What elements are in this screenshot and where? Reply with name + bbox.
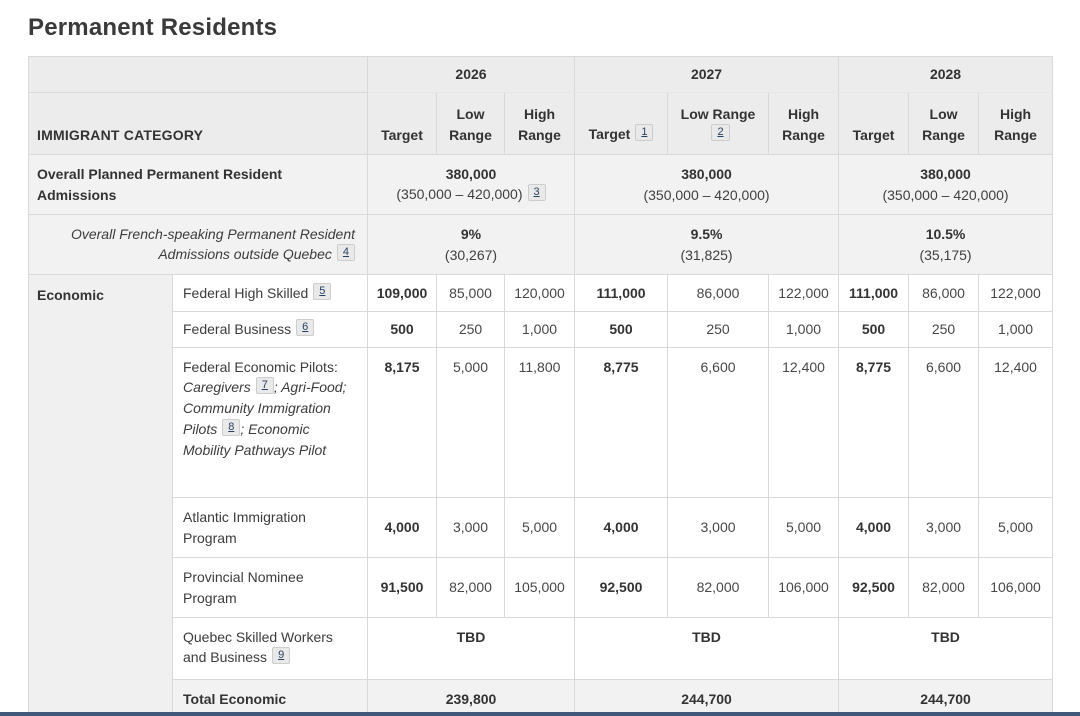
- bottom-divider-bar: [0, 712, 1080, 716]
- fb-2026-low: 250: [437, 312, 505, 348]
- footnote-8-link[interactable]: 8: [222, 419, 240, 436]
- overall-2026-range: [376, 184, 566, 205]
- fb-2028-target: 500: [839, 312, 909, 348]
- col-header-2026-target: [368, 93, 437, 155]
- year-header-2028: 2028: [839, 57, 1053, 93]
- aip-2026-high: 5,000: [505, 498, 575, 558]
- fhs-2027-high: 122,000: [769, 275, 839, 312]
- col-header-2026-low: [437, 93, 505, 155]
- fep-2026-target: 8,175: [368, 348, 437, 498]
- fb-2026-target: 500: [368, 312, 437, 348]
- french-2026-pct: 9%: [460, 226, 482, 243]
- overall-2028-target: 380,000: [920, 166, 971, 183]
- fep-2027-low: 6,600: [668, 348, 769, 498]
- total-2028: 244,700: [839, 680, 1053, 716]
- aip-2027-low: 3,000: [668, 498, 769, 558]
- col-header-label: Target: [381, 126, 423, 143]
- federal-business-row: [29, 312, 1053, 348]
- fhs-2026-low: 85,000: [437, 275, 505, 312]
- fep-2027-target: 8,775: [575, 348, 668, 498]
- federal-high-skilled-label: Federal High Skilled: [183, 284, 309, 301]
- col-header-2028-high: [979, 93, 1053, 155]
- french-2028-cell: [839, 215, 1053, 275]
- fb-2028-high: 1,000: [979, 312, 1053, 348]
- col-header-label: High Range: [518, 106, 561, 143]
- overall-admissions-label: Overall Planned Permanent Resident Admissions: [29, 155, 368, 215]
- federal-high-skilled-row: [29, 275, 1053, 312]
- fep-label-embp: ; Economic Mobility Pathways Pilot: [183, 420, 327, 458]
- aip-2027-high: 5,000: [769, 498, 839, 558]
- quebec-2026-tbd: TBD: [368, 618, 575, 680]
- french-2027-pct: 9.5%: [690, 226, 723, 243]
- page-title: Permanent Residents: [28, 14, 278, 41]
- overall-2027-range: (350,000 – 420,000): [643, 186, 770, 203]
- federal-economic-pilots-label-cell: [173, 348, 368, 498]
- fb-2028-low: 250: [909, 312, 979, 348]
- total-2027: 244,700: [575, 680, 839, 716]
- fep-2026-high: 11,800: [505, 348, 575, 498]
- fep-2027-high: 12,400: [769, 348, 839, 498]
- overall-2026-target: 380,000: [445, 165, 497, 182]
- french-2026-cell: [368, 215, 575, 275]
- immigrant-category-header: IMMIGRANT CATEGORY: [29, 93, 368, 155]
- overall-admissions-row: [29, 155, 1053, 215]
- pnp-label: Provincial Nominee Program: [173, 558, 368, 618]
- fb-2027-high: 1,000: [769, 312, 839, 348]
- footnote-4-link[interactable]: 4: [337, 244, 355, 261]
- col-header-2027-target: [575, 93, 668, 155]
- col-header-label: Target: [588, 126, 631, 142]
- total-economic-label: Total Economic: [173, 680, 368, 716]
- quebec-label-cell: [173, 618, 368, 680]
- fep-2028-low: 6,600: [909, 348, 979, 498]
- overall-2028-cell: [839, 155, 1053, 215]
- col-header-2028-target: [839, 93, 909, 155]
- pnp-2026-high: 105,000: [505, 558, 575, 618]
- footnote-7-link[interactable]: 7: [256, 377, 274, 394]
- federal-business-label: Federal Business: [183, 321, 292, 337]
- fep-label-caregivers: Caregivers: [183, 379, 251, 396]
- col-header-2027-low: [668, 93, 769, 155]
- fb-2026-high: 1,000: [505, 312, 575, 348]
- overall-2028-range: (350,000 – 420,000): [882, 186, 1009, 203]
- pnp-2027-target: 92,500: [575, 558, 668, 618]
- french-2028-pct: 10.5%: [925, 226, 966, 243]
- col-header-2027-high: [769, 93, 839, 155]
- fb-2027-target: 500: [575, 312, 668, 348]
- footnote-2-link[interactable]: 2: [711, 124, 729, 141]
- aip-2027-target: 4,000: [575, 498, 668, 558]
- col-header-label: Low Range: [449, 106, 492, 143]
- col-header-label: Low Range: [680, 105, 756, 122]
- fhs-2028-target: 111,000: [839, 275, 909, 312]
- quebec-2028-tbd: TBD: [839, 618, 1053, 680]
- federal-high-skilled-label-cell: [173, 275, 368, 312]
- pnp-2026-target: 91,500: [368, 558, 437, 618]
- fhs-2026-high: 120,000: [505, 275, 575, 312]
- fb-2027-low: 250: [668, 312, 769, 348]
- footnote-9-link[interactable]: 9: [272, 647, 290, 664]
- overall-2027-target: 380,000: [681, 166, 732, 183]
- federal-business-label-cell: [173, 312, 368, 348]
- fep-2028-high: 12,400: [979, 348, 1053, 498]
- footnote-6-link[interactable]: 6: [296, 319, 314, 336]
- corner-cell: [29, 57, 368, 93]
- federal-economic-pilots-row: [29, 348, 1053, 498]
- fhs-2026-target: 109,000: [368, 275, 437, 312]
- quebec-skilled-row: [29, 618, 1053, 680]
- pnp-2026-low: 82,000: [437, 558, 505, 618]
- french-2027-count: (31,825): [680, 246, 733, 263]
- aip-2028-low: 3,000: [909, 498, 979, 558]
- pnp-2027-low: 82,000: [668, 558, 769, 618]
- col-header-label: Target: [852, 126, 895, 143]
- overall-2026-cell: [368, 155, 575, 215]
- total-2026: 239,800: [368, 680, 575, 716]
- quebec-2027-tbd: TBD: [575, 618, 839, 680]
- economic-group-cell: Economic: [29, 275, 173, 716]
- atlantic-label: Atlantic Immigration Program: [173, 498, 368, 558]
- fep-label-prefix: Federal Economic Pilots:: [183, 359, 338, 375]
- year-header-row: [29, 57, 1053, 93]
- atlantic-immigration-row: [29, 498, 1053, 558]
- footnote-1-link[interactable]: 1: [635, 124, 653, 141]
- french-speaking-label-cell: [29, 215, 368, 275]
- fhs-2028-high: 122,000: [979, 275, 1053, 312]
- col-header-label: Low Range: [922, 106, 965, 143]
- pnp-2027-high: 106,000: [769, 558, 839, 618]
- fep-2026-low: 5,000: [437, 348, 505, 498]
- pnp-2028-low: 82,000: [909, 558, 979, 618]
- aip-2026-target: 4,000: [368, 498, 437, 558]
- total-economic-row: [29, 680, 1053, 716]
- footnote-3-link[interactable]: 3: [528, 184, 546, 201]
- pnp-2028-high: 106,000: [979, 558, 1053, 618]
- fhs-2027-low: 86,000: [668, 275, 769, 312]
- french-2028-count: (35,175): [919, 246, 972, 263]
- aip-2028-high: 5,000: [979, 498, 1053, 558]
- pnp-2028-target: 92,500: [839, 558, 909, 618]
- permanent-residents-table: [28, 56, 1053, 716]
- fep-label-community: ; Agri-Food; Community Immigration Pilots: [183, 379, 347, 437]
- year-header-2027: 2027: [575, 57, 839, 93]
- quebec-label: Quebec Skilled Workers and Business: [183, 629, 333, 666]
- fhs-2028-low: 86,000: [909, 275, 979, 312]
- overall-range-text: (350,000 – 420,000): [396, 186, 523, 203]
- french-speaking-row: [29, 215, 1053, 275]
- aip-2026-low: 3,000: [437, 498, 505, 558]
- year-header-2026: 2026: [368, 57, 575, 93]
- french-speaking-label: Overall French-speaking Permanent Resident Admissions outside Quebec: [70, 225, 355, 263]
- col-header-2028-low: [909, 93, 979, 155]
- fhs-2027-target: 111,000: [575, 275, 668, 312]
- col-header-label: High Range: [782, 106, 825, 143]
- footnote-5-link[interactable]: 5: [313, 283, 331, 300]
- french-2026-count: (30,267): [444, 246, 498, 263]
- aip-2028-target: 4,000: [839, 498, 909, 558]
- provincial-nominee-row: [29, 558, 1053, 618]
- col-header-label: High Range: [994, 106, 1037, 143]
- column-header-row: [29, 93, 1053, 155]
- fep-2028-target: 8,775: [839, 348, 909, 498]
- overall-2027-cell: [575, 155, 839, 215]
- col-header-2026-high: [505, 93, 575, 155]
- french-2027-cell: [575, 215, 839, 275]
